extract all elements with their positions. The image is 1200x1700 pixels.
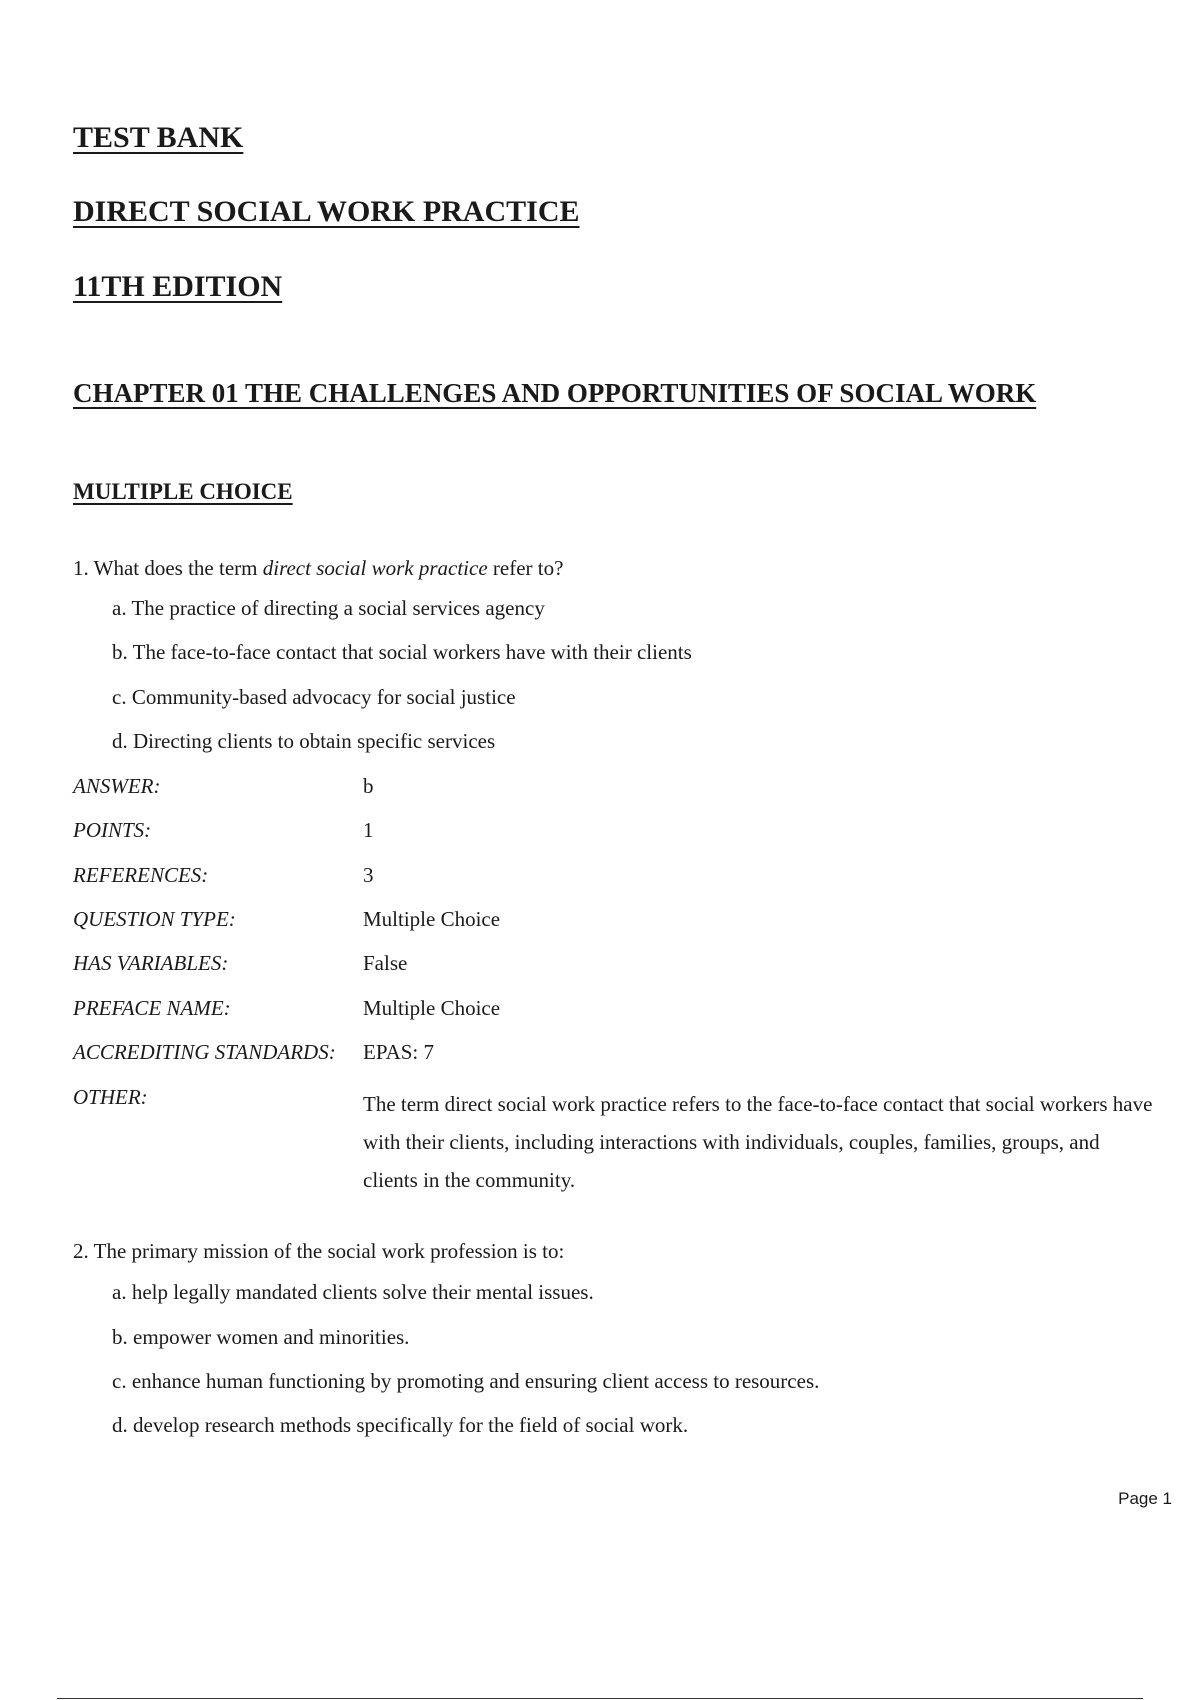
other-label: OTHER: xyxy=(73,1085,148,1109)
question-1-prefix: 1. What does the term xyxy=(73,556,263,580)
doc-title-test-bank: TEST BANK xyxy=(73,121,244,154)
question-1-term: direct social work practice xyxy=(262,556,488,580)
question-type-value: Multiple Choice xyxy=(363,907,501,931)
footer-divider xyxy=(57,1698,1143,1699)
question-1-suffix: refer to? xyxy=(487,556,564,580)
answer-value: b xyxy=(363,774,374,798)
question-1-text xyxy=(73,557,563,580)
question-2-option-d: d. develop research methods specifically for the field of social work. xyxy=(112,1413,689,1437)
question-1-option-b: b. The face-to-face contact that social workers have with their clients xyxy=(112,640,692,664)
points-value: 1 xyxy=(363,818,374,842)
question-1-option-a: a. The practice of directing a social services agency xyxy=(112,596,545,620)
question-type-label: QUESTION TYPE: xyxy=(73,907,236,931)
accrediting-standards-label: ACCREDITING STANDARDS: xyxy=(73,1040,336,1064)
section-heading: MULTIPLE CHOICE xyxy=(73,479,293,504)
accrediting-standards-value: EPAS: 7 xyxy=(363,1040,435,1064)
doc-title-edition: 11TH EDITION xyxy=(73,270,283,303)
references-label: REFERENCES: xyxy=(73,863,209,887)
preface-name-label: PREFACE NAME: xyxy=(73,996,231,1020)
question-2-option-b: b. empower women and minorities. xyxy=(112,1325,410,1349)
question-1-option-c: c. Community-based advocacy for social justice xyxy=(112,685,516,709)
doc-title-book: DIRECT SOCIAL WORK PRACTICE xyxy=(73,195,580,228)
question-2-text: 2. The primary mission of the social work profession is to: xyxy=(73,1239,565,1263)
answer-label: ANSWER: xyxy=(73,774,161,798)
page-number: Page 1 xyxy=(1118,1489,1172,1508)
references-value: 3 xyxy=(363,863,374,887)
question-1-option-d: d. Directing clients to obtain specific services xyxy=(112,729,496,753)
has-variables-value: False xyxy=(363,951,408,975)
question-2-option-a: a. help legally mandated clients solve their mental issues. xyxy=(112,1280,594,1304)
preface-name-value: Multiple Choice xyxy=(363,996,501,1020)
has-variables-label: HAS VARIABLES: xyxy=(73,951,229,975)
other-value: The term direct social work practice refers to the face-to-face contact that social workers have with their clients, including interactions with individuals, couples, families, groups, and clients in the community. xyxy=(363,1092,1153,1192)
question-2-option-c: c. enhance human functioning by promoting and ensuring client access to resources. xyxy=(112,1369,820,1393)
points-label: POINTS: xyxy=(73,818,152,842)
chapter-heading: CHAPTER 01 THE CHALLENGES AND OPPORTUNITIES OF SOCIAL WORK xyxy=(73,378,1037,408)
